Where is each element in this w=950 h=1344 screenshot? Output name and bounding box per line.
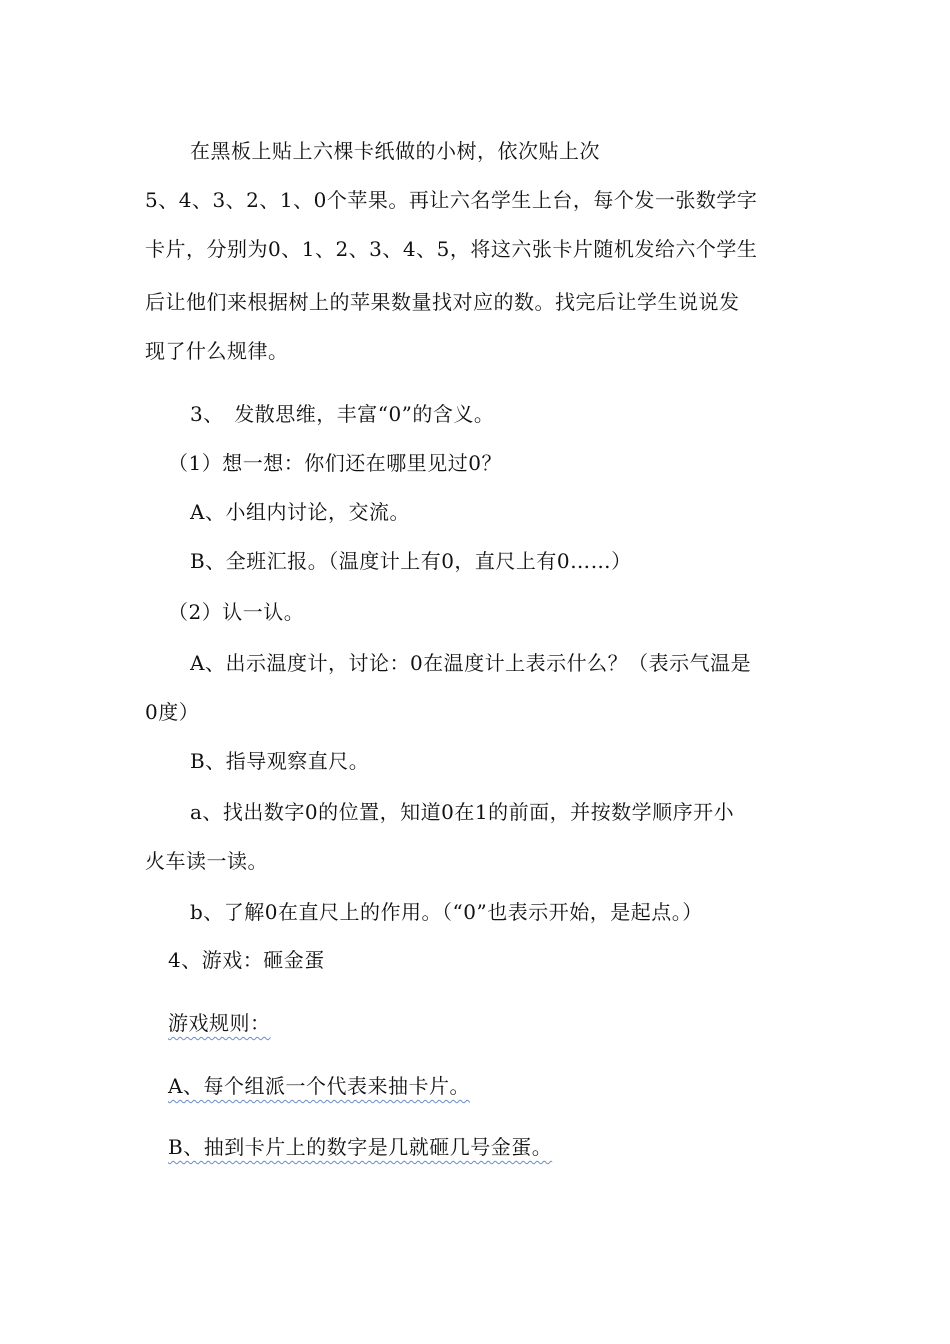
list-item: B、全班汇报。（温度计上有0，直尺上有0……） [190, 549, 632, 573]
list-item-continuation: 0度） [145, 700, 200, 724]
paragraph-line: 现了什么规律。 [145, 339, 289, 363]
sub-list-item: a、找出数字0的位置，知道0在1的前面，并按数学顺序开小 [190, 800, 735, 824]
paragraph-line: 在黑板上贴上六棵卡纸做的小树，依次贴上次 [190, 139, 600, 163]
rule-item: B、抽到卡片上的数字是几就砸几号金蛋。 [168, 1135, 553, 1159]
question-2: （2）认一认。 [168, 600, 305, 624]
section-4-title: 4、游戏：砸金蛋 [168, 948, 325, 972]
sub-list-item-continuation: 火车读一读。 [145, 849, 268, 873]
paragraph-line: 卡片，分别为0、1、2、3、4、5，将这六张卡片随机发给六个学生 [145, 237, 758, 261]
paragraph-line: 后让他们来根据树上的苹果数量找对应的数。找完后让学生说说发 [145, 290, 740, 314]
rules-title: 游戏规则： [168, 1011, 271, 1035]
list-item: B、指导观察直尺。 [190, 749, 370, 773]
paragraph-line: 5、4、3、2、1、0个苹果。再让六名学生上台，每个发一张数学字 [145, 188, 758, 212]
rule-item: A、每个组派一个代表来抽卡片。 [168, 1074, 470, 1098]
list-item: A、小组内讨论，交流。 [190, 500, 410, 524]
question-1: （1）想一想：你们还在哪里见过0？ [168, 451, 502, 475]
list-item: A、出示温度计，讨论：0在温度计上表示什么？（表示气温是 [190, 651, 752, 675]
section-3-title: 3、 发散思维，丰富“0”的含义。 [190, 402, 495, 426]
sub-list-item: b、了解0在直尺上的作用。（“0”也表示开始，是起点。） [190, 900, 703, 924]
